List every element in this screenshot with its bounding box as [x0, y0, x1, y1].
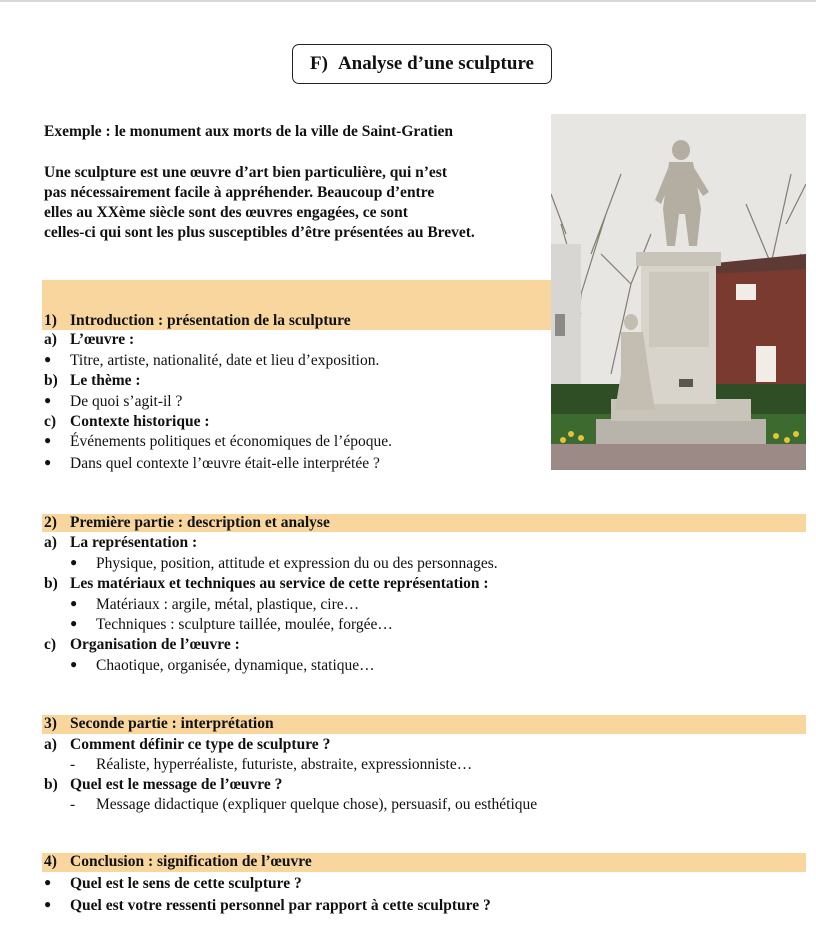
bullet-icon: ●: [70, 555, 78, 569]
bullet-icon: ●: [44, 393, 52, 407]
list-item-text: Message didactique (expliquer quelque chose), persuasif, ou esthétique: [96, 796, 538, 813]
list-item-text: Réaliste, hyperréaliste, futuriste, abstraite, expressionniste…: [96, 756, 473, 773]
s1-a-label: L’œuvre :: [70, 331, 135, 348]
list-item: [70, 616, 393, 634]
s3-b-heading: [44, 776, 282, 794]
list-item: [44, 897, 491, 915]
intro-line-3: elles au XXème siècle sont des œuvres engagées, ce sont: [44, 204, 408, 221]
list-item: [70, 596, 359, 614]
s2-c-index: c): [44, 636, 57, 653]
intro-line-2: pas nécessairement facile à appréhender. Beaucoup d’entre: [44, 184, 435, 201]
bullet-icon: ●: [44, 455, 52, 469]
top-rule: [0, 0, 816, 2]
section-2-title: [44, 514, 330, 532]
list-item-text: Quel est votre ressenti personnel par rapport à cette sculpture ?: [70, 897, 491, 914]
s1-b-heading: [44, 372, 141, 390]
list-item: [70, 796, 537, 814]
bullet-icon: ●: [44, 352, 52, 366]
list-item: [44, 455, 380, 473]
s1-a-heading: [44, 331, 134, 349]
section-1-label: Introduction : présentation de la sculpture: [70, 312, 351, 329]
section-3-title: [44, 715, 274, 733]
list-item-text: Techniques : sculpture taillée, moulée, forgée…: [96, 616, 393, 633]
list-item-text: Chaotique, organisée, dynamique, statique…: [96, 657, 375, 674]
s2-b-index: b): [44, 575, 58, 592]
list-item: [44, 433, 392, 451]
section-2-number: 2): [44, 514, 57, 531]
dash-icon: -: [70, 796, 76, 813]
bullet-icon: ●: [70, 616, 78, 630]
s3-b-label: Quel est le message de l’œuvre ?: [70, 776, 283, 793]
s2-a-label: La représentation :: [70, 534, 198, 551]
list-item-text: De quoi s’agit-il ?: [70, 393, 183, 410]
s3-a-heading: [44, 736, 330, 754]
s2-b-label: Les matériaux et techniques au service de cette représentation :: [70, 575, 489, 592]
s1-c-index: c): [44, 413, 57, 430]
section-3-label: Seconde partie : interprétation: [70, 715, 274, 732]
list-item: [44, 393, 182, 411]
intro-line-4: celles-ci qui sont les plus susceptibles d’être présentées au Brevet.: [44, 224, 475, 241]
s1-c-label: Contexte historique :: [70, 413, 210, 430]
list-item: [70, 657, 375, 675]
bullet-icon: ●: [44, 897, 52, 911]
section-letter: F): [310, 53, 328, 74]
s1-b-index: b): [44, 372, 58, 389]
monument-photo: [551, 114, 806, 470]
bullet-icon: ●: [44, 875, 52, 889]
section-3-number: 3): [44, 715, 57, 732]
list-item-text: Quel est le sens de cette sculpture ?: [70, 875, 302, 892]
section-2-label: Première partie : description et analyse: [70, 514, 330, 531]
s2-c-label: Organisation de l’œuvre :: [70, 636, 240, 653]
s3-b-index: b): [44, 776, 58, 793]
section-1-number: 1): [44, 312, 57, 329]
s2-c-heading: [44, 636, 240, 654]
s1-a-index: a): [44, 331, 57, 348]
s3-a-label: Comment définir ce type de sculpture ?: [70, 736, 331, 753]
list-item: [70, 555, 498, 573]
section-4-number: 4): [44, 853, 57, 870]
section-title-box: [292, 44, 552, 84]
intro-line-1: Une sculpture est une œuvre d’art bien particulière, qui n’est: [44, 164, 447, 181]
list-item-text: Titre, artiste, nationalité, date et lieu d’exposition.: [70, 352, 380, 369]
bullet-icon: ●: [70, 657, 78, 671]
list-item: [44, 875, 302, 893]
dash-icon: -: [70, 756, 76, 773]
list-item-text: Dans quel contexte l’œuvre était-elle interprétée ?: [70, 455, 380, 472]
s1-b-label: Le thème :: [70, 372, 141, 389]
section-1-title: [44, 312, 351, 330]
list-item: [44, 352, 379, 370]
section-4-title: [44, 853, 312, 871]
s2-a-heading: [44, 534, 197, 552]
s2-b-heading: [44, 575, 489, 593]
list-item-text: Physique, position, attitude et expression du ou des personnages.: [96, 555, 498, 572]
section-4-label: Conclusion : signification de l’œuvre: [70, 853, 312, 870]
s1-c-heading: [44, 413, 210, 431]
list-item: [70, 756, 472, 774]
s3-a-index: a): [44, 736, 57, 753]
list-item-text: Événements politiques et économiques de l’époque.: [70, 433, 392, 450]
example-line: Exemple : le monument aux morts de la ville de Saint-Gratien: [44, 123, 453, 140]
s2-a-index: a): [44, 534, 57, 551]
bullet-icon: ●: [44, 433, 52, 447]
list-item-text: Matériaux : argile, métal, plastique, cire…: [96, 596, 360, 613]
bullet-icon: ●: [70, 596, 78, 610]
section-title: Analyse d’une sculpture: [337, 53, 534, 74]
